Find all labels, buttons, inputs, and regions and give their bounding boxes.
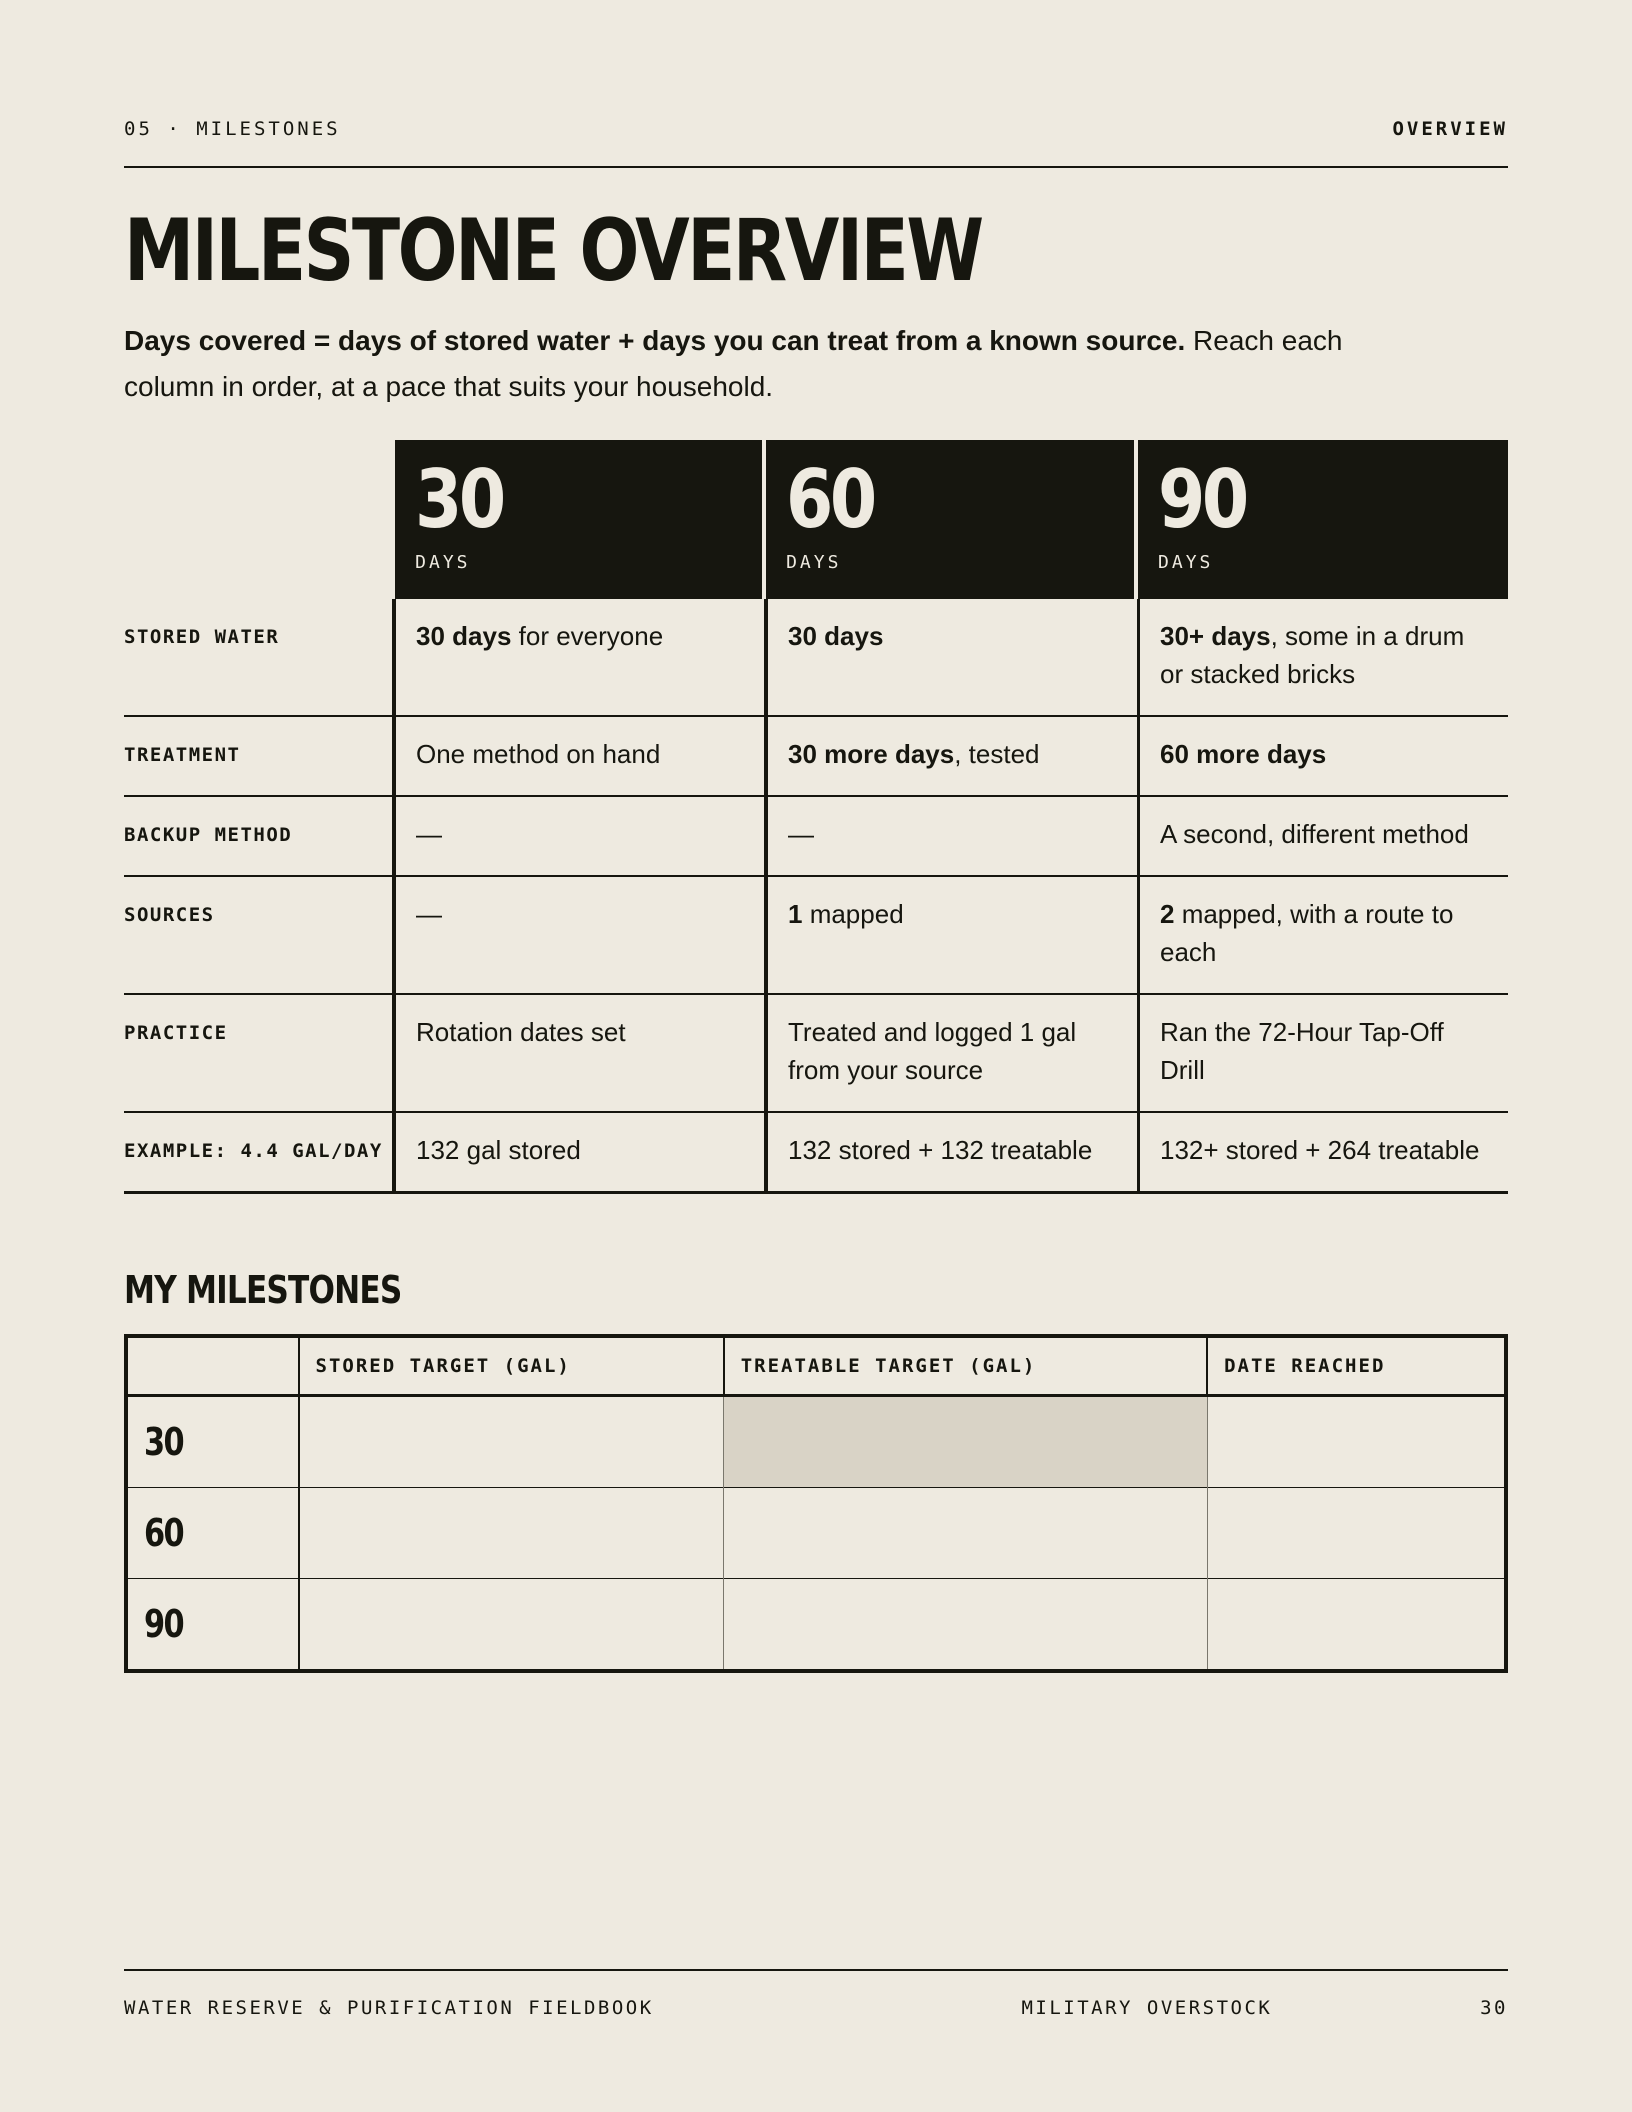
column-head-number: 90 [1158,453,1246,546]
my-milestones-header-row [126,1336,1506,1396]
overview-cell [764,717,1137,795]
cell-text: A second, different method [1160,819,1469,849]
row-label: STORED WATER [124,626,280,648]
row-label: SOURCES [124,904,215,926]
row-label: BACKUP METHOD [124,824,293,846]
cell-emphasis: 1 [788,899,803,929]
overview-body [124,599,1508,1194]
milestone-overview-grid [124,440,1508,1194]
row-label: EXAMPLE: 4.4 GAL/DAY [124,1140,383,1162]
row-label: PRACTICE [124,1022,228,1044]
treatable-target-cell[interactable] [724,1488,1207,1579]
cell-text: 132 gal stored [416,1135,581,1165]
overview-row [124,797,1508,877]
header-blank [126,1336,299,1396]
running-footer [124,1969,1508,2019]
overview-cell [1137,717,1508,795]
cell-text: Rotation dates set [416,1017,626,1047]
column-head-unit: DAYS [786,552,842,573]
column-head-number: 60 [786,453,874,546]
milestone-number-text: 60 [144,1511,184,1555]
cell-text: , some in a drum or stacked bricks [1160,621,1465,689]
cell-text: Treated and logged 1 gal from your source [788,1017,1077,1085]
date-reached-cell[interactable] [1207,1396,1506,1488]
overview-cell [392,1113,764,1191]
cell-text: mapped, with a route to each [1160,899,1454,967]
cell-emphasis: 60 more days [1160,739,1327,769]
stored-target-cell[interactable] [299,1396,724,1488]
overview-cell [392,877,764,993]
stored-target-cell[interactable] [299,1488,724,1579]
milestone-entry-row [126,1488,1506,1579]
overview-cell [764,599,1137,715]
cell-text: for everyone [511,621,664,651]
page-number: 30 [1480,1997,1508,2019]
column-head-unit: DAYS [415,552,471,573]
milestone-entry-row [126,1396,1506,1488]
overview-cell [392,797,764,875]
column-head-unit: DAYS [1158,552,1214,573]
cell-emphasis: 30+ days [1160,621,1271,651]
milestone-number [126,1579,299,1672]
cell-text: — [788,819,814,849]
overview-row [124,717,1508,797]
footer-title: WATER RESERVE & PURIFICATION FIELDBOOK [124,1997,654,2019]
page-title: MILESTONE OVERVIEW [124,201,982,301]
cell-text: — [416,899,442,929]
overview-cell [764,877,1137,993]
my-milestones-title: MY MILESTONES [124,1268,402,1312]
header-stored-target: STORED TARGET (GAL) [299,1336,724,1396]
overview-cell [392,599,764,715]
lede [124,318,1364,410]
column-head-90 [1138,440,1508,599]
milestone-number [126,1396,299,1488]
cell-text: mapped [802,899,904,929]
stored-target-cell[interactable] [299,1579,724,1672]
date-reached-cell[interactable] [1207,1579,1506,1672]
lede-bold: Days covered = days of stored water + days you can treat from a known source. [124,325,1186,356]
cell-emphasis: 30 days [416,621,512,651]
header-date-reached: DATE REACHED [1207,1336,1506,1396]
overview-cell [392,717,764,795]
overview-row [124,1113,1508,1194]
cell-text: 132+ stored + 264 treatable [1160,1135,1480,1165]
overview-cell [764,797,1137,875]
cell-emphasis: 30 more days [788,739,955,769]
overview-cell [1137,1113,1508,1191]
my-milestones-table [124,1334,1508,1673]
cell-text: Ran the 72-Hour Tap-Off Drill [1160,1017,1444,1085]
header-right-label: OVERVIEW [1392,118,1508,140]
header-treatable-target: TREATABLE TARGET (GAL) [724,1336,1207,1396]
column-head-30 [395,440,762,599]
cell-text: — [416,819,442,849]
overview-cell [1137,995,1508,1111]
cell-emphasis: 2 [1160,899,1175,929]
overview-cell [764,995,1137,1111]
milestone-number [126,1488,299,1579]
overview-corner [124,440,391,599]
column-head-60 [766,440,1134,599]
section-label: 05 · MILESTONES [124,118,341,140]
cell-emphasis: 30 days [788,621,884,651]
treatable-target-cell[interactable] [724,1579,1207,1672]
overview-row [124,599,1508,717]
treatable-target-cell[interactable] [724,1396,1207,1488]
overview-row [124,877,1508,995]
row-label: TREATMENT [124,744,241,766]
milestone-number-text: 90 [144,1602,184,1646]
overview-cell [1137,797,1508,875]
milestone-entry-row [126,1579,1506,1672]
overview-cell [764,1113,1137,1191]
overview-cell [1137,877,1508,993]
column-head-number: 30 [415,453,503,546]
milestone-number-text: 30 [144,1420,184,1464]
overview-row [124,995,1508,1113]
cell-text: , tested [954,739,1040,769]
cell-text: One method on hand [416,739,661,769]
overview-cell [392,995,764,1111]
lede-rest: Reach each column in order, at a pace that suits your household. [124,325,1343,402]
date-reached-cell[interactable] [1207,1488,1506,1579]
cell-text: 132 stored + 132 treatable [788,1135,1093,1165]
overview-header-row [124,440,1508,599]
overview-cell [1137,599,1508,715]
running-header [124,118,1508,168]
footer-publisher: MILITARY OVERSTOCK [1021,1997,1273,2019]
my-milestones-body [126,1396,1506,1672]
